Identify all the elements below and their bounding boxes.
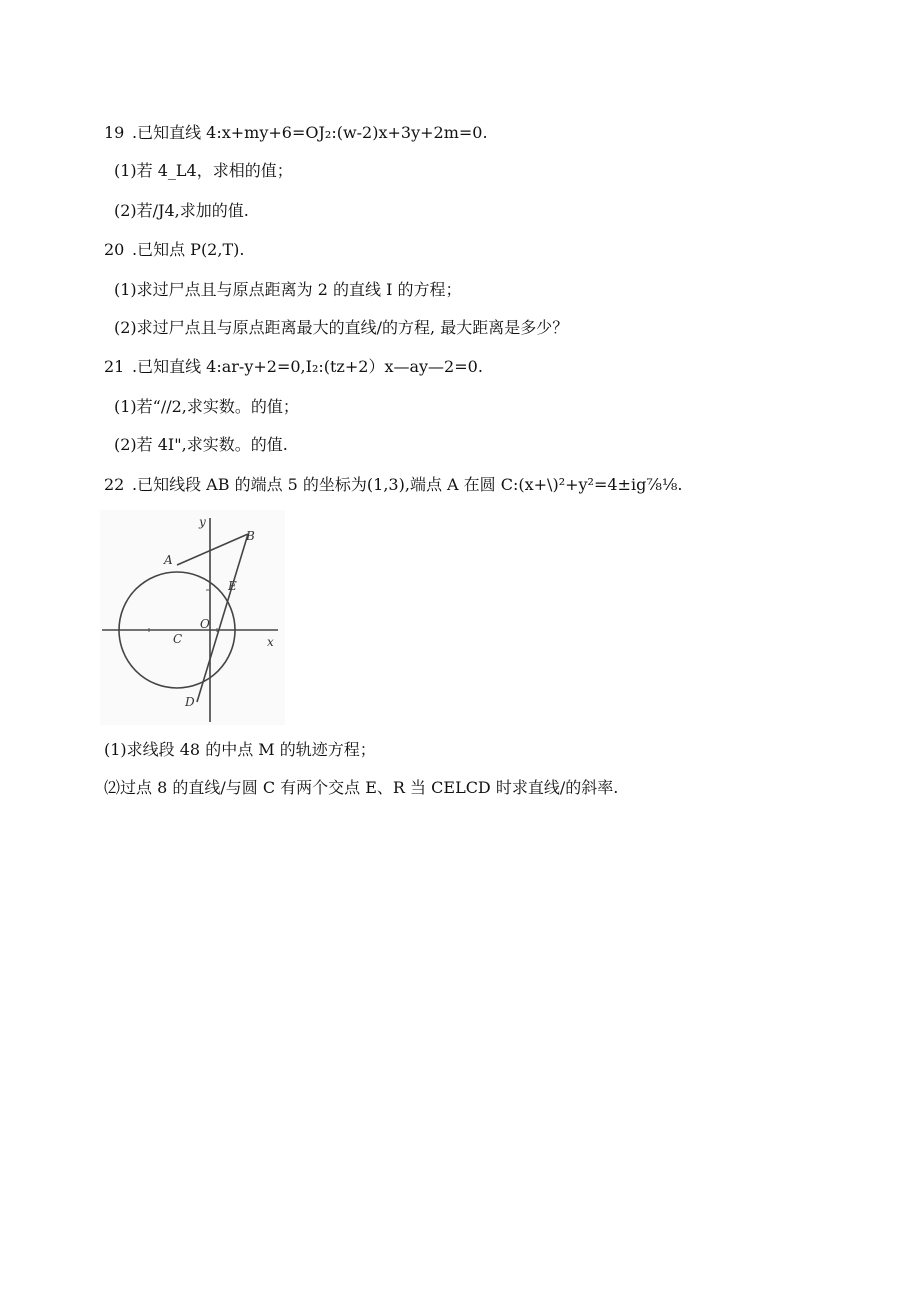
problem-22-stem bbox=[104, 475, 682, 495]
problem-19-part-1: (1)若 4_L4，求相的值； bbox=[114, 161, 293, 180]
label-b: B bbox=[246, 529, 255, 543]
label-c: C bbox=[173, 632, 183, 646]
problem-text: .已知点 P(2,T). bbox=[132, 240, 245, 259]
problem-19-stem bbox=[104, 123, 488, 143]
problem-number: 19 bbox=[104, 123, 125, 142]
problem-20-stem bbox=[104, 240, 244, 260]
label-d: D bbox=[185, 695, 195, 709]
problem-19-part-2: (2)若/J4,求加的值. bbox=[114, 201, 249, 220]
label-a: A bbox=[164, 553, 173, 567]
problem-21-part-1: (1)若“//2,求实数。的值； bbox=[114, 397, 299, 416]
problem-20-part-1: (1)求过尸点且与原点距离为 2 的直线 I 的方程； bbox=[114, 280, 462, 299]
segment-ab bbox=[177, 534, 248, 565]
problem-21-part-2: (2)若 4I",求实数。的值. bbox=[114, 435, 288, 454]
problem-number: 20 bbox=[104, 240, 125, 259]
label-e: E bbox=[228, 579, 237, 593]
label-x: x bbox=[267, 635, 274, 649]
label-o: O bbox=[200, 617, 210, 631]
problem-text: .已知线段 AB 的端点 5 的坐标为(1,3),端点 A 在圆 C:(x+\)²+y²=4±ig⅞⅛. bbox=[132, 475, 683, 494]
problem-22-part-2: ⑵过点 8 的直线/与圆 C 有两个交点 E、R 当 CELCD 时求直线/的斜率. bbox=[104, 778, 619, 797]
problem-number: 21 bbox=[104, 357, 125, 376]
circle-diagram bbox=[100, 510, 285, 725]
problem-21-stem bbox=[104, 357, 483, 377]
problem-text: .已知直线 4:x+my+6=OJ₂:(w-2)x+3y+2m=0. bbox=[132, 123, 488, 142]
problem-text: .已知直线 4:ar-y+2=0,I₂:(tz+2）x—ay—2=0. bbox=[132, 357, 483, 376]
label-y: y bbox=[199, 515, 206, 529]
problem-number: 22 bbox=[104, 475, 125, 494]
problem-20-part-2: (2)求过尸点且与原点距离最大的直线/的方程, 最大距离是多少？ bbox=[114, 318, 569, 337]
geometry-figure bbox=[100, 510, 285, 725]
problem-22-part-1: (1)求线段 48 的中点 M 的轨迹方程； bbox=[104, 740, 376, 759]
